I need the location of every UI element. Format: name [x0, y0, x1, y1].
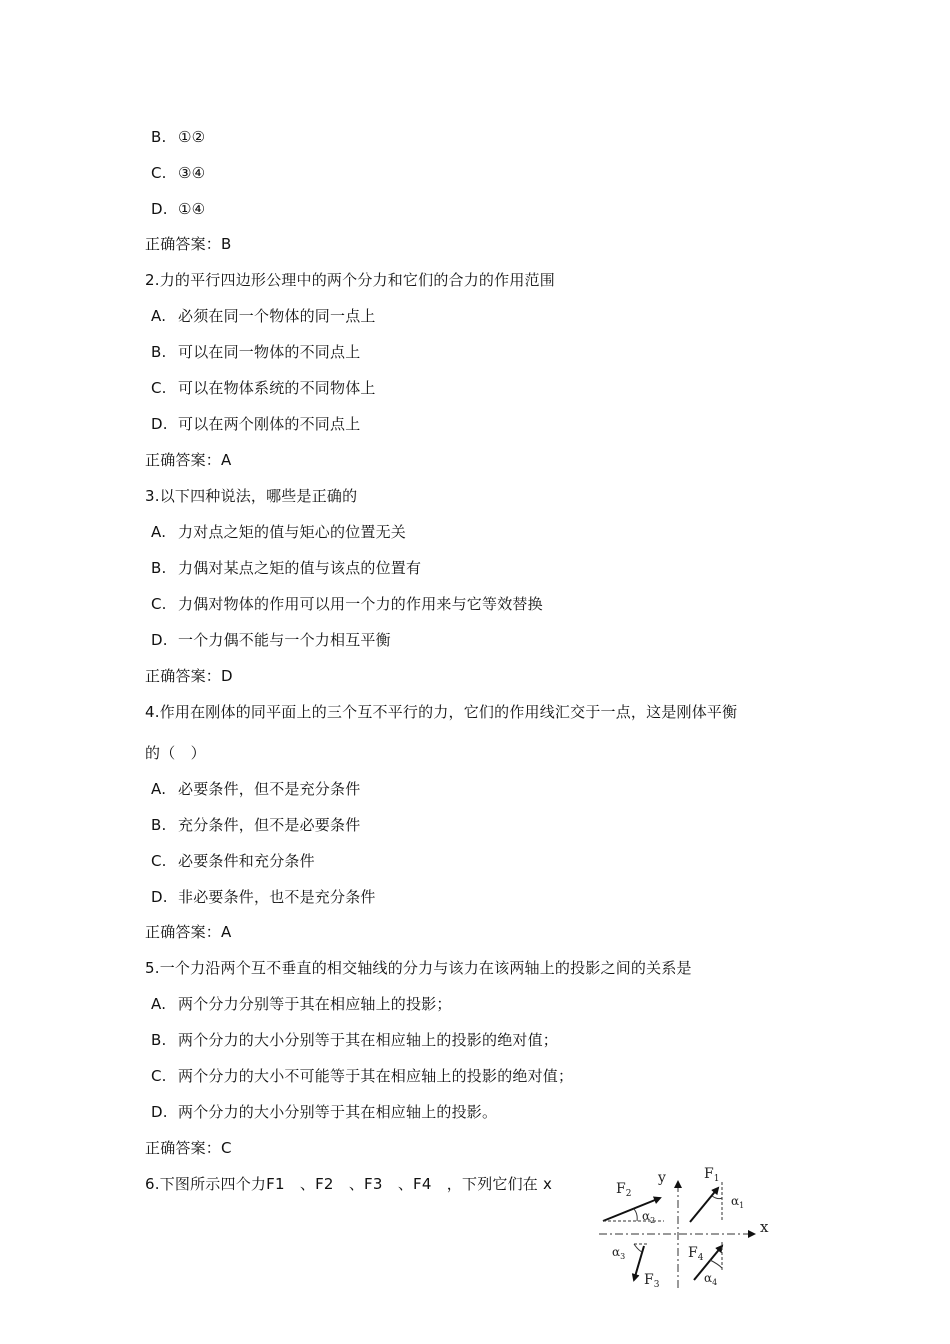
option-letter: A. [151, 307, 167, 325]
option-letter: C. [151, 164, 167, 182]
option-b [151, 127, 205, 147]
alpha2-angle-arc [634, 1209, 637, 1221]
answer-line: 正确答案：C [145, 1139, 232, 1157]
f4-label: $F_4$ [688, 1245, 704, 1263]
question-stem: 5.一个力沿两个互不垂直的相交轴线的分力与该力在该两轴上的投影之间的关系是 [145, 959, 692, 977]
option-c [151, 1066, 573, 1086]
option-a [151, 779, 360, 799]
option-text: 力对点之矩的值与矩心的位置无关 [178, 523, 407, 541]
option-text: 可以在两个刚体的不同点上 [178, 415, 361, 433]
option-d [151, 630, 391, 650]
y-axis-label: y [658, 1170, 666, 1186]
f1-label: $F_1$ [704, 1166, 720, 1184]
option-text: 必要条件和充分条件 [178, 852, 315, 870]
alpha4-label: $\alpha_4$ [704, 1271, 718, 1287]
option-letter: D. [151, 631, 168, 649]
option-c [151, 163, 205, 183]
option-b [151, 342, 360, 362]
option-d [151, 414, 360, 434]
option-letter: B. [151, 816, 167, 834]
option-d [151, 199, 205, 219]
alpha1-angle-arc [712, 1196, 722, 1199]
option-letter: C. [151, 379, 167, 397]
alpha2-label: $\alpha_2$ [642, 1209, 656, 1225]
question-stem-continued: 的（ ） [145, 744, 206, 762]
option-text: 力偶对物体的作用可以用一个力的作用来与它等效替换 [178, 595, 543, 613]
f1-force-arrow [690, 1188, 718, 1222]
option-letter: D. [151, 200, 168, 218]
option-text: 两个分力的大小分别等于其在相应轴上的投影。 [178, 1103, 498, 1121]
alpha1-label: $\alpha_1$ [731, 1194, 745, 1210]
option-c [151, 378, 376, 398]
f3-force-arrow [634, 1246, 644, 1280]
f3-label: $F_3$ [644, 1272, 660, 1290]
option-a [151, 522, 406, 542]
force-diagram-svg [594, 1160, 789, 1290]
option-letter: D. [151, 888, 168, 906]
option-b [151, 815, 360, 835]
answer-line: 正确答案：A [145, 451, 232, 469]
option-letter: A. [151, 780, 167, 798]
alpha3-label: $\alpha_3$ [612, 1245, 626, 1261]
option-text: ③④ [178, 164, 206, 182]
option-text: 必须在同一个物体的同一点上 [178, 307, 376, 325]
option-text: 可以在同一物体的不同点上 [178, 343, 361, 361]
option-text: 两个分力的大小分别等于其在相应轴上的投影的绝对值； [178, 1031, 559, 1049]
x-axis-label: x [760, 1218, 769, 1236]
option-letter: A. [151, 995, 167, 1013]
alpha4-angle-arc [710, 1260, 722, 1268]
option-text: 两个分力的大小不可能等于其在相应轴上的投影的绝对值； [178, 1067, 574, 1085]
option-c [151, 851, 315, 871]
option-text: 必要条件，但不是充分条件 [178, 780, 361, 798]
option-letter: A. [151, 523, 167, 541]
option-letter: D. [151, 415, 168, 433]
option-b [151, 558, 421, 578]
option-text: ①④ [178, 200, 206, 218]
option-letter: C. [151, 852, 167, 870]
option-letter: C. [151, 1067, 167, 1085]
option-letter: B. [151, 1031, 167, 1049]
option-letter: C. [151, 595, 167, 613]
option-d [151, 887, 376, 907]
question-stem: 4.作用在刚体的同平面上的三个互不平行的力，它们的作用线汇交于一点，这是刚体平衡 [145, 703, 738, 721]
question-stem: 3.以下四种说法，哪些是正确的 [145, 487, 358, 505]
option-letter: B. [151, 128, 167, 146]
option-text: ①② [178, 128, 206, 146]
option-letter: D. [151, 1103, 168, 1121]
question-stem: 2.力的平行四边形公理中的两个分力和它们的合力的作用范围 [145, 271, 555, 289]
option-b [151, 1030, 558, 1050]
answer-line: 正确答案：B [145, 235, 232, 253]
option-text: 力偶对某点之矩的值与该点的位置有 [178, 559, 422, 577]
answer-line: 正确答案：D [145, 667, 233, 685]
option-text: 非必要条件，也不是充分条件 [178, 888, 376, 906]
answer-line: 正确答案：A [145, 923, 232, 941]
alpha3-angle-arc [634, 1244, 642, 1252]
option-text: 两个分力分别等于其在相应轴上的投影； [178, 995, 452, 1013]
question-stem: 6.下图所示四个力F1 、F2 、F3 、F4 ，下列它们在 x [145, 1175, 553, 1193]
force-diagram [594, 1160, 789, 1290]
option-a [151, 994, 452, 1014]
option-a [151, 306, 376, 326]
option-letter: B. [151, 343, 167, 361]
option-text: 充分条件，但不是必要条件 [178, 816, 361, 834]
option-d [151, 1102, 497, 1122]
option-text: 可以在物体系统的不同物体上 [178, 379, 376, 397]
option-c [151, 594, 543, 614]
f2-label: $F_2$ [616, 1181, 632, 1199]
option-text: 一个力偶不能与一个力相互平衡 [178, 631, 391, 649]
option-letter: B. [151, 559, 167, 577]
